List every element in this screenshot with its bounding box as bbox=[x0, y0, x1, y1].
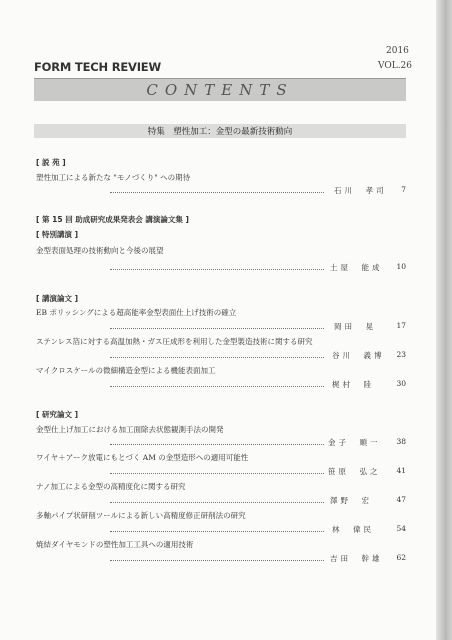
section-heading: [ 特別講演 ] bbox=[36, 230, 79, 239]
article-page: 30 bbox=[396, 379, 406, 388]
article-page: 62 bbox=[396, 553, 406, 562]
article-page: 7 bbox=[401, 185, 406, 194]
article-page: 38 bbox=[396, 437, 406, 446]
binding-edge bbox=[436, 0, 452, 640]
article-title: ナノ加工による金型の高精度化に関する研究 bbox=[36, 482, 186, 491]
article-title: EB ポリッシングによる超高能率金型表面仕上げ技術の確立 bbox=[36, 308, 237, 317]
article-title: ステンレス箔に対する高温加熱・ガス圧成形を利用した金型製造技術に関する研究 bbox=[36, 337, 313, 346]
article-author: 澤野 宏 bbox=[330, 496, 372, 505]
section-heading: [ 説 苑 ] bbox=[36, 158, 66, 167]
magazine-title: FORM TECH REVIEW bbox=[34, 60, 161, 74]
article-title: ワイヤ＋アーク放電にもとづく AM の金型造形への適用可能性 bbox=[36, 453, 249, 462]
article-title: 多軸パイプ状研削ツールによる新しい高精度修正研削法の研究 bbox=[36, 511, 246, 520]
leader-dots bbox=[110, 560, 324, 561]
article-author: 林 偉民 bbox=[332, 525, 374, 534]
contents-heading: CONTENTS bbox=[146, 81, 294, 99]
article-title: 塑性加工による新たな "モノづくり" への期待 bbox=[36, 173, 191, 182]
section-heading: [ 研究論文 ] bbox=[36, 410, 79, 419]
article-author: 石川 孝司 bbox=[334, 186, 387, 195]
leader-dots bbox=[110, 357, 324, 358]
feature-heading: 特集 塑性加工：金型の最新技術動向 bbox=[147, 127, 293, 137]
article-page: 41 bbox=[396, 466, 406, 475]
leader-dots bbox=[110, 328, 324, 329]
article-author: 谷川 義博 bbox=[332, 351, 385, 360]
leader-dots bbox=[110, 444, 324, 445]
article-author: 土屋 能成 bbox=[330, 263, 383, 272]
article-author: 吉田 幹雄 bbox=[330, 554, 383, 563]
article-title: 金型仕上げ加工における加工面除去状態観測手法の開発 bbox=[36, 425, 224, 434]
issue-volume: VOL.26 bbox=[378, 61, 413, 71]
contents-banner bbox=[34, 78, 406, 101]
article-page: 47 bbox=[396, 495, 406, 504]
leader-dots bbox=[110, 473, 324, 474]
leader-dots bbox=[110, 386, 324, 387]
article-title: 金型表面処理の技術動向と今後の展望 bbox=[36, 246, 164, 255]
article-author: 笹原 弘之 bbox=[328, 467, 381, 476]
issue-year: 2016 bbox=[386, 46, 409, 56]
article-page: 17 bbox=[396, 321, 406, 330]
leader-dots bbox=[110, 192, 324, 193]
article-author: 金子 順一 bbox=[328, 438, 381, 447]
article-page: 23 bbox=[396, 350, 406, 359]
section-heading: [ 講演論文 ] bbox=[36, 294, 79, 303]
article-page: 10 bbox=[396, 262, 406, 271]
section-heading: [ 第 15 回 助成研究成果発表会 講演論文集 ] bbox=[36, 215, 189, 224]
leader-dots bbox=[110, 502, 324, 503]
leader-dots bbox=[110, 531, 324, 532]
article-page: 54 bbox=[396, 524, 406, 533]
feature-banner bbox=[34, 124, 406, 138]
article-title: 焼結ダイヤモンドの塑性加工工具への適用技術 bbox=[36, 540, 194, 549]
article-author: 梶村 陸 bbox=[332, 380, 374, 389]
article-author: 岡田 晃 bbox=[334, 322, 376, 331]
article-title: マイクロスケールの微細構造金型による機能表面加工 bbox=[36, 366, 216, 375]
leader-dots bbox=[110, 269, 324, 270]
